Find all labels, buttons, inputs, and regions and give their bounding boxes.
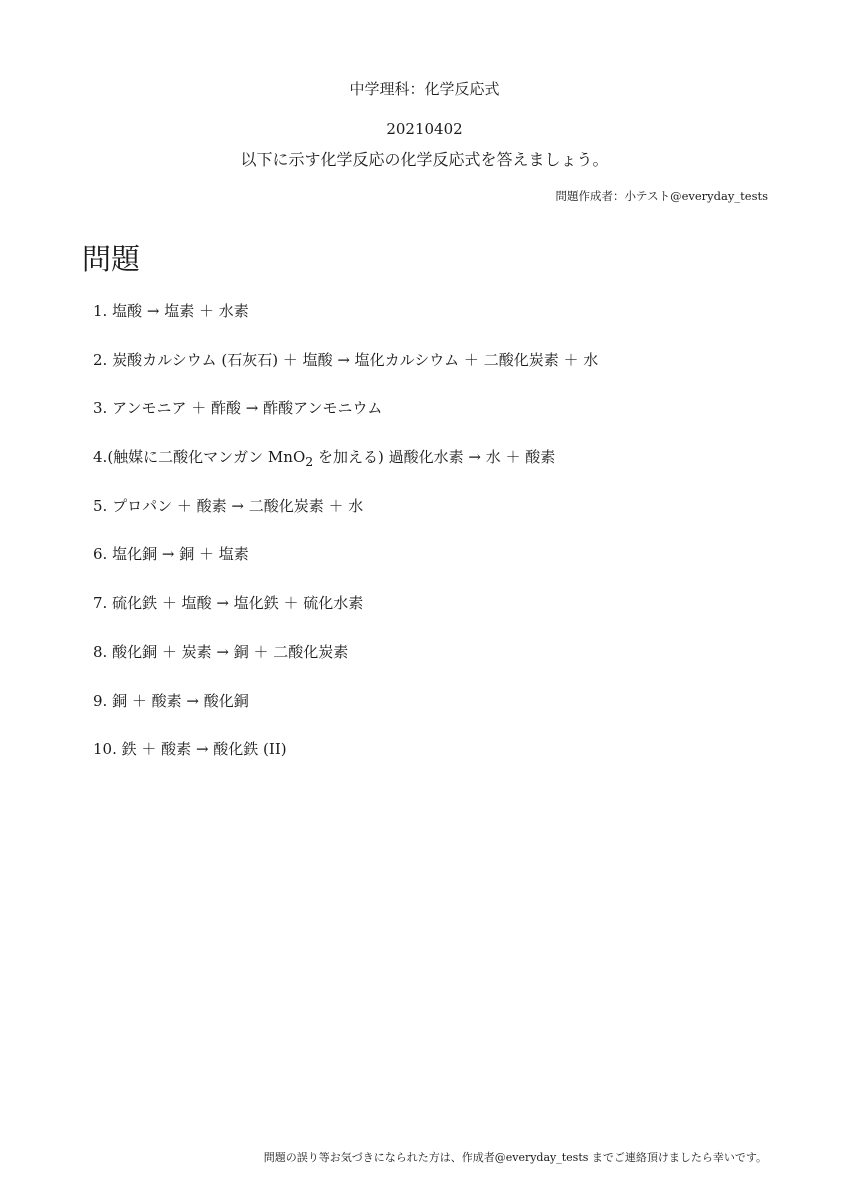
question-item — [93, 540, 598, 589]
question-text: 銅 ＋ 酸素 → 酸化銅 — [112, 691, 249, 710]
question-item — [93, 687, 598, 736]
question-number: 6. — [93, 545, 108, 564]
instruction-text: 以下に示す化学反応の化学反応式を答えましょう。 — [240, 150, 609, 169]
question-number: 5. — [93, 496, 108, 515]
question-text: 硫化鉄 ＋ 塩酸 → 塩化鉄 ＋ 硫化水素 — [112, 594, 364, 613]
date-label: 20210402 — [386, 120, 463, 138]
question-list — [93, 297, 598, 784]
subscript-two: 2 — [305, 454, 314, 470]
question-text: 炭酸カルシウム (石灰石) ＋ 塩酸 → 塩化カルシウム ＋ 二酸化炭素 ＋ 水 — [112, 350, 599, 369]
question-item — [93, 638, 598, 687]
question-number: 7. — [93, 594, 108, 613]
question-text: 酸化銅 ＋ 炭素 → 銅 ＋ 二酸化炭素 — [112, 642, 349, 661]
question-text: プロパン ＋ 酸素 → 二酸化炭素 ＋ 水 — [112, 496, 364, 515]
question-text: 塩酸 → 塩素 ＋ 水素 — [112, 302, 249, 320]
question-text: アンモニア ＋ 酢酸 → 酢酸アンモニウム — [112, 399, 383, 418]
question-number: 8. — [93, 642, 108, 661]
question-item — [93, 394, 598, 443]
question-text: 塩化銅 → 銅 ＋ 塩素 — [112, 545, 249, 564]
question-text-before: (触媒に二酸化マンガン MnO — [107, 448, 306, 467]
question-number: 4. — [93, 448, 108, 467]
question-text-after: を加える) 過酸化水素 → 水 ＋ 酸素 — [313, 448, 556, 467]
question-number: 1. — [93, 302, 108, 320]
page-title: 中学理科：化学反応式 — [349, 80, 500, 98]
question-text: 鉄 ＋ 酸素 → 酸化鉄 (II) — [121, 740, 287, 759]
question-item — [93, 492, 598, 541]
question-number: 3. — [93, 399, 108, 418]
footer-note: 問題の誤り等お気づきになられた方は、作成者@everyday_tests までご連絡頂けましたら幸いです。 — [263, 1151, 767, 1164]
question-item — [93, 297, 598, 346]
question-item — [93, 735, 598, 784]
question-item — [93, 443, 598, 492]
author-credit: 問題作成者：小テスト@everyday_tests — [555, 189, 768, 203]
question-number: 10. — [93, 740, 117, 759]
question-number: 2. — [93, 350, 108, 369]
section-heading: 問題 — [82, 242, 141, 276]
question-number: 9. — [93, 691, 108, 710]
question-item — [93, 346, 598, 395]
question-item — [93, 589, 598, 638]
